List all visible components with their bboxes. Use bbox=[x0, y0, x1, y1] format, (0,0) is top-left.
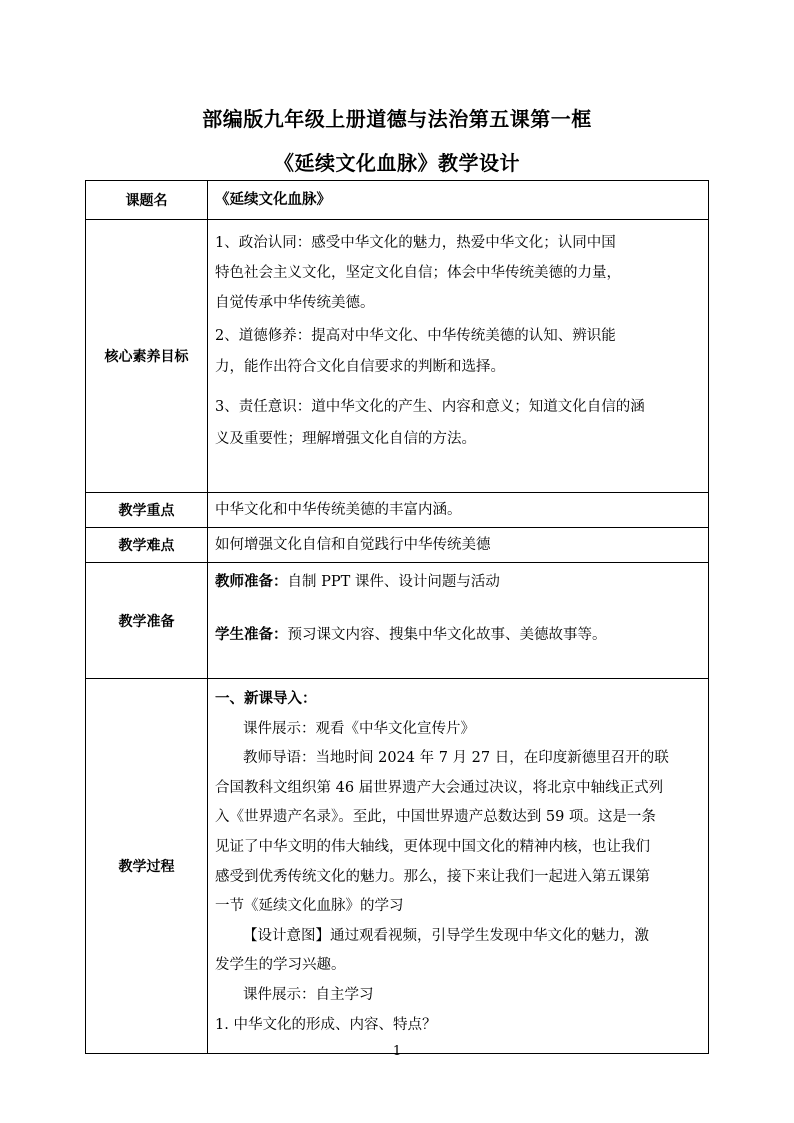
student-preparation-label: 学生准备： bbox=[215, 627, 288, 643]
row-key-points bbox=[86, 493, 709, 528]
process-cell bbox=[208, 679, 709, 1054]
row-preparation bbox=[86, 563, 709, 679]
teacher-preparation-value: 自制 PPT 课件、设计问题与活动 bbox=[287, 574, 500, 590]
question-1: 1. 中华文化的形成、内容、特点？ bbox=[215, 1016, 437, 1033]
student-preparation bbox=[215, 620, 702, 650]
key-points-value: 中华文化和中华传统美德的丰富内涵。 bbox=[215, 502, 462, 518]
process-heading: 一、新课导入： bbox=[215, 691, 317, 707]
difficulties-cell bbox=[208, 528, 709, 563]
core-goal-2 bbox=[215, 321, 702, 383]
design-intent-line: 发学生的学习兴趣。 bbox=[215, 957, 346, 974]
core-goal-2-line: 2、道德修养：提高对中华文化、中华传统美德的认知、辨识能 bbox=[215, 328, 616, 344]
document-title-line2: 《延续文化血脉》教学设计 bbox=[274, 151, 520, 175]
core-goal-1-line: 自觉传承中华传统美德。 bbox=[215, 295, 375, 311]
key-points-cell bbox=[208, 493, 709, 528]
label-key-points: 教学重点 bbox=[86, 493, 208, 528]
row-difficulties bbox=[86, 528, 709, 563]
courseware-display-2: 课件展示：自主学习 bbox=[243, 986, 374, 1003]
teacher-guide-line: 一节《延续文化血脉》的学习 bbox=[215, 898, 404, 915]
student-preparation-value: 预习课文内容、搜集中华文化故事、美德故事等。 bbox=[287, 627, 607, 643]
row-process bbox=[86, 679, 709, 1054]
core-goal-2-line: 力，能作出符合文化自信要求的判断和选择。 bbox=[215, 359, 505, 375]
core-goal-3-line: 义及重要性；理解增强文化自信的方法。 bbox=[215, 431, 476, 447]
teacher-guide-line: 见证了中华文明的伟大轴线，更体现中国文化的精神内核，也让我们 bbox=[215, 838, 650, 855]
process-content bbox=[215, 679, 702, 1040]
core-goal-3 bbox=[215, 391, 702, 455]
core-goal-1 bbox=[215, 220, 702, 318]
core-goals-cell bbox=[208, 220, 709, 493]
teacher-preparation bbox=[215, 567, 702, 597]
design-intent-line: 【设计意图】通过观看视频，引导学生发现中华文化的魅力，激 bbox=[243, 927, 649, 944]
teacher-guide-line: 教师导语：当地时间 2024 年 7 月 27 日，在印度新德里召开的联 bbox=[243, 750, 669, 767]
teacher-guide-line: 入《世界遗产名录》。至此，中国世界遗产总数达到 59 项。这是一条 bbox=[215, 809, 656, 826]
page-number: 1 bbox=[392, 1044, 402, 1059]
core-goal-1-line: 特色社会主义文化，坚定文化自信；体会中华传统美德的力量， bbox=[215, 265, 621, 281]
course-name-cell bbox=[208, 181, 709, 220]
label-course-name: 课题名 bbox=[86, 181, 208, 220]
lesson-plan-table bbox=[85, 180, 709, 1054]
row-core-goals bbox=[86, 220, 709, 493]
teacher-guide-line: 感受到优秀传统文化的魅力。那么，接下来让我们一起进入第五课第 bbox=[215, 868, 650, 885]
preparation-cell bbox=[208, 563, 709, 679]
label-process: 教学过程 bbox=[86, 679, 208, 1054]
row-course-name bbox=[86, 181, 709, 220]
course-name-value: 《延续文化血脉》 bbox=[215, 192, 331, 208]
teacher-preparation-label: 教师准备： bbox=[215, 574, 288, 590]
label-difficulties: 教学难点 bbox=[86, 528, 208, 563]
label-core-goals: 核心素养目标 bbox=[86, 220, 208, 493]
label-preparation: 教学准备 bbox=[86, 563, 208, 679]
courseware-display-1: 课件展示：观看《中华文化宣传片》 bbox=[243, 720, 475, 737]
difficulties-value: 如何增强文化自信和自觉践行中华传统美德 bbox=[215, 537, 491, 553]
teacher-guide-line: 合国教科文组织第 46 届世界遗产大会通过决议，将北京中轴线正式列 bbox=[215, 779, 664, 796]
core-goal-1-line: 1、政治认同：感受中华文化的魅力，热爱中华文化；认同中国 bbox=[215, 235, 616, 251]
core-goal-3-line: 3、责任意识：道中华文化的产生、内容和意义；知道文化自信的涵 bbox=[215, 399, 645, 415]
document-title-line1: 部编版九年级上册道德与法治第五课第一框 bbox=[202, 107, 592, 131]
